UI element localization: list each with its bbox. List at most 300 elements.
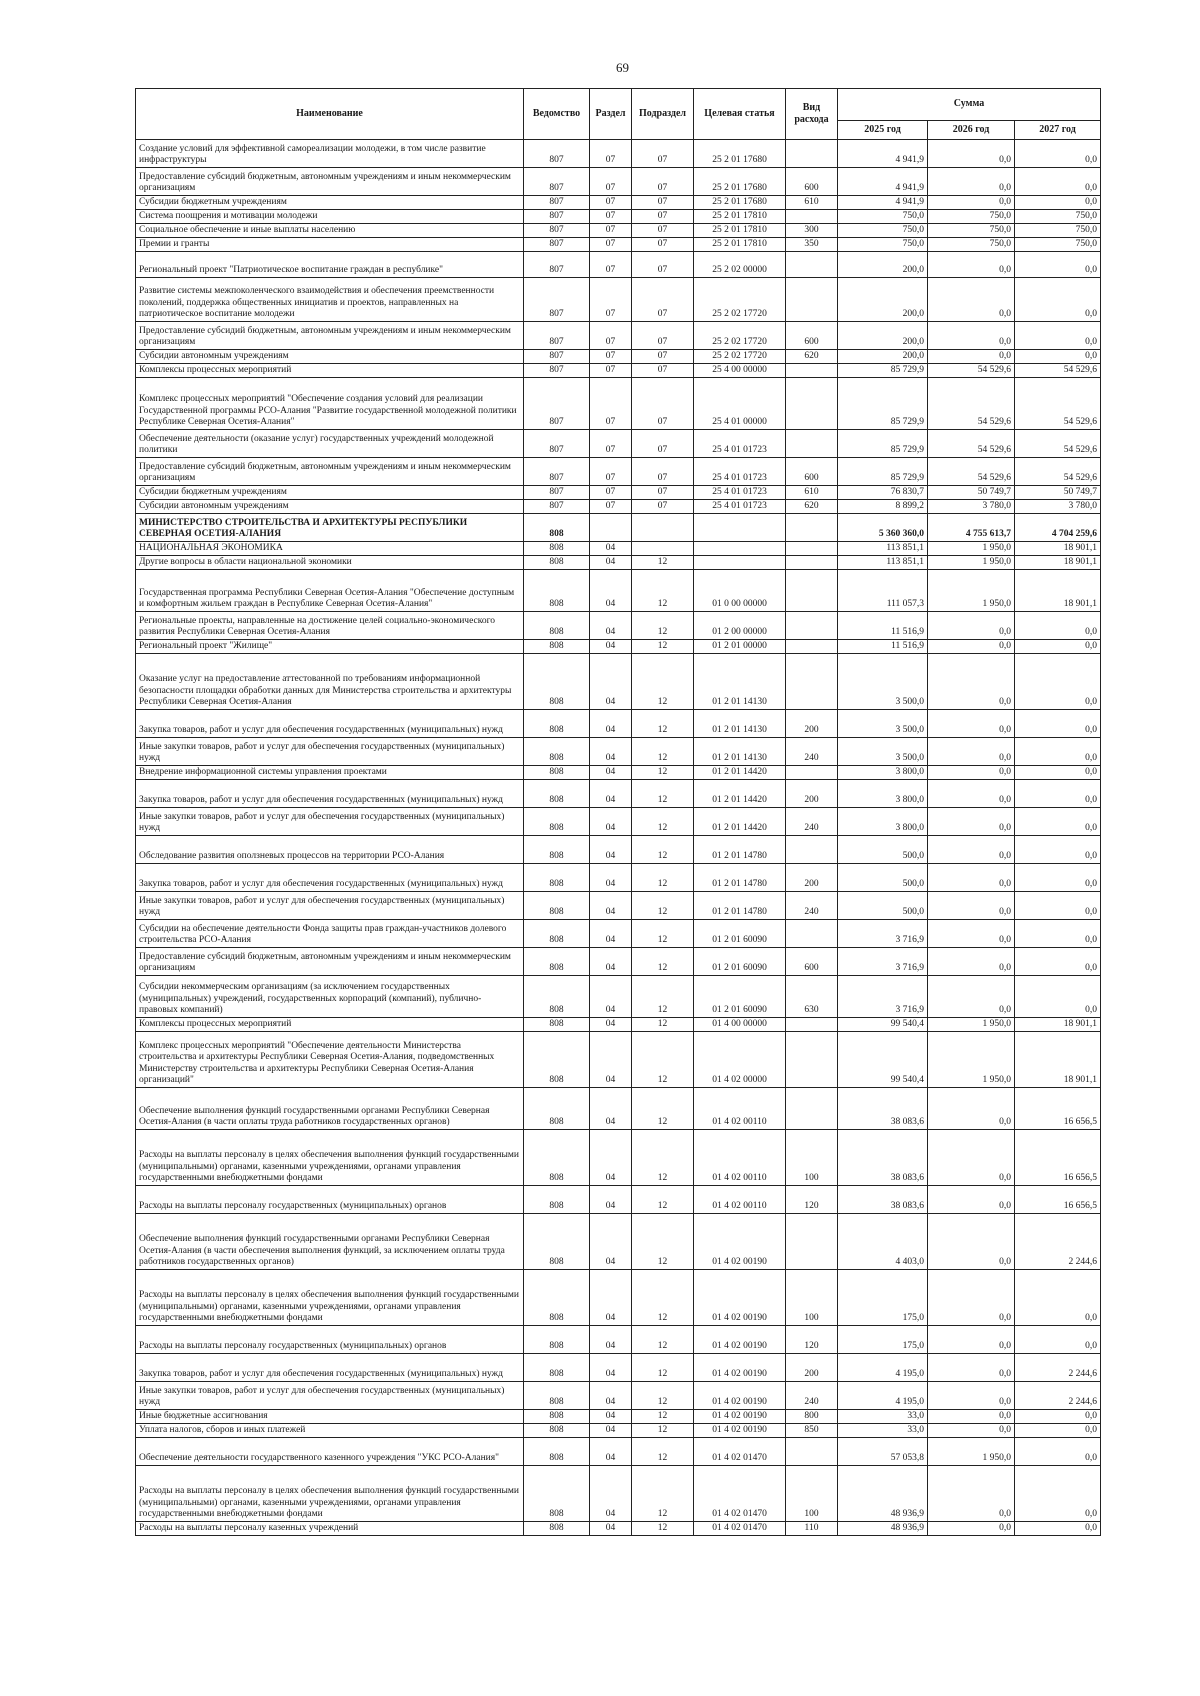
cell-v1: 3 716,9 [838,948,928,976]
cell-name: МИНИСТЕРСТВО СТРОИТЕЛЬСТВА И АРХИТЕКТУРЫ РЕСПУБЛИКИ СЕВЕРНАЯ ОСЕТИЯ-АЛАНИЯ [136,514,524,542]
cell-target [694,556,786,570]
table-row [136,350,1101,364]
cell-dept: 808 [524,1214,590,1270]
cell-v3: 18 901,1 [1015,570,1101,612]
table-row [136,1214,1101,1270]
cell-dept: 808 [524,864,590,892]
cell-v1: 200,0 [838,350,928,364]
cell-dept: 808 [524,976,590,1018]
cell-dept: 808 [524,738,590,766]
cell-v1: 3 500,0 [838,738,928,766]
cell-name: Комплексы процессных мероприятий [136,1018,524,1032]
cell-sec: 04 [590,542,632,556]
table-row [136,1410,1101,1424]
cell-sec: 04 [590,1018,632,1032]
cell-sec: 04 [590,948,632,976]
cell-v2: 0,0 [928,710,1015,738]
cell-name: Закупка товаров, работ и услуг для обеспечения государственных (муниципальных) нужд [136,1354,524,1382]
cell-sub: 12 [632,836,694,864]
cell-dept: 807 [524,430,590,458]
cell-v2: 54 529,6 [928,430,1015,458]
cell-sub: 12 [632,1438,694,1466]
cell-v1: 200,0 [838,252,928,278]
cell-name: Региональный проект "Жилище" [136,640,524,654]
cell-v1: 750,0 [838,210,928,224]
table-row [136,766,1101,780]
cell-sec: 04 [590,892,632,920]
cell-sub: 12 [632,1326,694,1354]
cell-sec: 07 [590,196,632,210]
cell-vr: 120 [786,1326,838,1354]
cell-sub: 12 [632,766,694,780]
cell-sub: 07 [632,322,694,350]
cell-sub: 07 [632,140,694,168]
cell-v2: 0,0 [928,1326,1015,1354]
cell-vr: 620 [786,350,838,364]
cell-sec: 04 [590,654,632,710]
cell-sub: 12 [632,948,694,976]
table-row [136,364,1101,378]
cell-v3: 0,0 [1015,1326,1101,1354]
table-row [136,654,1101,710]
cell-dept: 807 [524,168,590,196]
cell-vr [786,570,838,612]
header-section: Раздел [590,89,632,140]
cell-v1: 3 716,9 [838,920,928,948]
cell-v2: 0,0 [928,1410,1015,1424]
table-row [136,1326,1101,1354]
cell-v1: 4 195,0 [838,1382,928,1410]
cell-sub: 07 [632,364,694,378]
cell-vr: 300 [786,224,838,238]
cell-v2: 0,0 [928,350,1015,364]
cell-sec [590,514,632,542]
cell-v3: 0,0 [1015,140,1101,168]
cell-sub: 12 [632,1424,694,1438]
cell-v1: 113 851,1 [838,542,928,556]
table-row [136,430,1101,458]
cell-target: 25 4 01 00000 [694,378,786,430]
cell-name: Создание условий для эффективной самореализации молодежи, в том числе развитие инфраструктуры [136,140,524,168]
cell-target: 01 4 02 00110 [694,1186,786,1214]
cell-vr [786,556,838,570]
cell-vr: 200 [786,710,838,738]
table-row [136,1018,1101,1032]
cell-v1: 3 716,9 [838,976,928,1018]
cell-v2: 1 950,0 [928,556,1015,570]
cell-target: 25 2 02 17720 [694,322,786,350]
table-row [136,378,1101,430]
cell-v3: 0,0 [1015,1466,1101,1522]
cell-v1: 4 941,9 [838,196,928,210]
cell-v1: 200,0 [838,278,928,322]
cell-vr [786,210,838,224]
cell-target: 01 4 02 00190 [694,1354,786,1382]
cell-v2: 0,0 [928,1130,1015,1186]
cell-sub: 12 [632,1270,694,1326]
cell-sub: 12 [632,738,694,766]
cell-v2: 0,0 [928,1088,1015,1130]
table-row [136,710,1101,738]
cell-name: Закупка товаров, работ и услуг для обеспечения государственных (муниципальных) нужд [136,864,524,892]
cell-sub: 07 [632,430,694,458]
cell-v1: 48 936,9 [838,1522,928,1536]
cell-sub: 12 [632,1186,694,1214]
header-subsection: Подраздел [632,89,694,140]
cell-target [694,542,786,556]
cell-sub: 12 [632,1382,694,1410]
cell-vr: 630 [786,976,838,1018]
cell-name: Обследование развития оползневых процессов на территории РСО-Алания [136,836,524,864]
cell-v3: 18 901,1 [1015,1018,1101,1032]
cell-v1: 99 540,4 [838,1032,928,1088]
cell-sec: 04 [590,1466,632,1522]
cell-sub: 07 [632,224,694,238]
cell-vr [786,1088,838,1130]
cell-vr [786,1438,838,1466]
cell-name: Субсидии автономным учреждениям [136,350,524,364]
cell-v3: 0,0 [1015,640,1101,654]
table-row [136,252,1101,278]
cell-v1: 85 729,9 [838,364,928,378]
cell-v2: 0,0 [928,252,1015,278]
cell-dept: 807 [524,210,590,224]
cell-name: Субсидии на обеспечение деятельности Фонда защиты прав граждан-участников долевого строительства РСО-Алания [136,920,524,948]
cell-name: Развитие системы межпоколенческого взаимодействия и обеспечения преемственности поколений, поддержка общественных инициатив и проектов, направленных на патриотическое воспитание молодежи [136,278,524,322]
cell-dept: 807 [524,252,590,278]
cell-name: Расходы на выплаты персоналу в целях обеспечения выполнения функций государственными (муниципальными) органами, казенными учреждениями, органами управления государственными внебюджетными фондами [136,1270,524,1326]
cell-v3: 54 529,6 [1015,364,1101,378]
cell-v2: 750,0 [928,210,1015,224]
cell-vr [786,140,838,168]
cell-dept: 808 [524,542,590,556]
cell-v2: 750,0 [928,224,1015,238]
cell-v3: 54 529,6 [1015,378,1101,430]
table-row [136,210,1101,224]
cell-sec: 04 [590,556,632,570]
cell-name: Региональный проект "Патриотическое воспитание граждан в республике" [136,252,524,278]
cell-target: 01 4 02 00110 [694,1130,786,1186]
cell-dept: 808 [524,1130,590,1186]
cell-v2: 0,0 [928,1214,1015,1270]
cell-v3: 0,0 [1015,976,1101,1018]
cell-target: 01 2 01 00000 [694,640,786,654]
cell-vr: 600 [786,458,838,486]
cell-sec: 07 [590,322,632,350]
cell-sub: 07 [632,238,694,252]
table-row [136,864,1101,892]
table-row [136,1354,1101,1382]
cell-v1: 4 941,9 [838,140,928,168]
cell-sub: 12 [632,1018,694,1032]
table-row [136,1424,1101,1438]
cell-sub: 07 [632,196,694,210]
table-row [136,486,1101,500]
cell-target: 01 4 02 00000 [694,1032,786,1088]
cell-sub: 12 [632,710,694,738]
table-body [136,140,1101,1536]
cell-sec: 04 [590,570,632,612]
cell-v3: 0,0 [1015,948,1101,976]
cell-v2: 0,0 [928,1466,1015,1522]
cell-name: Обеспечение деятельности (оказание услуг) государственных учреждений молодежной политики [136,430,524,458]
cell-dept: 807 [524,140,590,168]
cell-vr: 620 [786,500,838,514]
cell-v2: 0,0 [928,948,1015,976]
cell-dept: 808 [524,1522,590,1536]
cell-vr [786,612,838,640]
cell-sub: 07 [632,458,694,486]
cell-name: Региональные проекты, направленные на достижение целей социально-экономического развития Республики Северная Осетия-Алания [136,612,524,640]
cell-dept: 808 [524,640,590,654]
table-row [136,780,1101,808]
cell-v2: 54 529,6 [928,458,1015,486]
cell-dept: 807 [524,322,590,350]
cell-sec: 04 [590,1438,632,1466]
cell-v3: 0,0 [1015,350,1101,364]
cell-v2: 1 950,0 [928,570,1015,612]
cell-vr [786,1214,838,1270]
cell-vr: 200 [786,780,838,808]
cell-v2: 1 950,0 [928,1032,1015,1088]
cell-v2: 1 950,0 [928,1438,1015,1466]
cell-sub: 12 [632,920,694,948]
cell-v1: 76 830,7 [838,486,928,500]
cell-v1: 750,0 [838,224,928,238]
cell-target: 25 4 01 01723 [694,500,786,514]
table-row [136,458,1101,486]
cell-name: Расходы на выплаты персоналу государственных (муниципальных) органов [136,1186,524,1214]
cell-v3: 0,0 [1015,864,1101,892]
cell-target: 01 2 00 00000 [694,612,786,640]
header-target: Целевая статья [694,89,786,140]
cell-dept: 808 [524,1424,590,1438]
cell-v2: 54 529,6 [928,364,1015,378]
cell-name: Комплекс процессных мероприятий "Обеспечение создания условий для реализации Государственной программы РСО-Алания "Развитие государственной молодежной политики Республике Северная Осетия-Алания" [136,378,524,430]
cell-name: Социальное обеспечение и иные выплаты населению [136,224,524,238]
cell-v1: 175,0 [838,1270,928,1326]
cell-dept: 808 [524,948,590,976]
cell-dept: 808 [524,766,590,780]
table-row [136,140,1101,168]
header-sum: Сумма [838,89,1101,121]
cell-v1: 750,0 [838,238,928,252]
cell-v3: 2 244,6 [1015,1382,1101,1410]
cell-sub: 12 [632,1466,694,1522]
cell-v2: 1 950,0 [928,542,1015,556]
cell-name: НАЦИОНАЛЬНАЯ ЭКОНОМИКА [136,542,524,556]
cell-vr: 240 [786,738,838,766]
cell-dept: 808 [524,514,590,542]
cell-v1: 500,0 [838,892,928,920]
table-row [136,322,1101,350]
table-row [136,570,1101,612]
cell-target: 25 2 02 00000 [694,252,786,278]
cell-dept: 808 [524,780,590,808]
table-row [136,168,1101,196]
table-row [136,808,1101,836]
header-expense-type: Вид расхода [786,89,838,140]
cell-dept: 808 [524,1270,590,1326]
cell-target: 01 4 02 01470 [694,1466,786,1522]
cell-vr: 100 [786,1466,838,1522]
cell-sec: 07 [590,500,632,514]
cell-v2: 0,0 [928,976,1015,1018]
table-row [136,1270,1101,1326]
cell-v3: 0,0 [1015,780,1101,808]
cell-v1: 3 500,0 [838,710,928,738]
cell-v1: 113 851,1 [838,556,928,570]
cell-sub: 12 [632,808,694,836]
cell-v3: 0,0 [1015,168,1101,196]
cell-v3: 2 244,6 [1015,1214,1101,1270]
cell-v1: 33,0 [838,1424,928,1438]
cell-v1: 11 516,9 [838,640,928,654]
cell-sec: 04 [590,1354,632,1382]
cell-sec: 07 [590,252,632,278]
cell-v2: 0,0 [928,780,1015,808]
cell-sub: 12 [632,892,694,920]
cell-target: 01 2 01 14780 [694,864,786,892]
cell-v1: 111 057,3 [838,570,928,612]
table-row [136,224,1101,238]
cell-vr: 600 [786,948,838,976]
cell-v1: 85 729,9 [838,458,928,486]
cell-v1: 11 516,9 [838,612,928,640]
cell-dept: 808 [524,570,590,612]
cell-sec: 04 [590,1424,632,1438]
cell-sec: 07 [590,486,632,500]
cell-target: 25 2 01 17810 [694,238,786,252]
cell-dept: 808 [524,612,590,640]
cell-sec: 07 [590,378,632,430]
cell-name: Предоставление субсидий бюджетным, автономным учреждениям и иным некоммерческим организациям [136,168,524,196]
cell-v3: 0,0 [1015,1410,1101,1424]
cell-sec: 04 [590,710,632,738]
cell-sec: 04 [590,976,632,1018]
cell-v2: 0,0 [928,1354,1015,1382]
cell-v2: 0,0 [928,1382,1015,1410]
cell-sec: 07 [590,430,632,458]
cell-sec: 04 [590,1326,632,1354]
cell-sub: 12 [632,612,694,640]
table-row [136,892,1101,920]
cell-dept: 807 [524,458,590,486]
cell-vr: 110 [786,1522,838,1536]
cell-name: Уплата налогов, сборов и иных платежей [136,1424,524,1438]
cell-v1: 38 083,6 [838,1186,928,1214]
cell-v2: 0,0 [928,278,1015,322]
cell-dept: 808 [524,808,590,836]
cell-v3: 0,0 [1015,196,1101,210]
cell-dept: 807 [524,364,590,378]
cell-sub: 12 [632,1214,694,1270]
cell-name: Иные закупки товаров, работ и услуг для обеспечения государственных (муниципальных) нужд [136,738,524,766]
table-row [136,976,1101,1018]
cell-v1: 200,0 [838,322,928,350]
cell-vr [786,252,838,278]
cell-vr: 240 [786,1382,838,1410]
cell-sec: 07 [590,458,632,486]
cell-v2: 0,0 [928,766,1015,780]
cell-name: Система поощрения и мотивации молодежи [136,210,524,224]
cell-v1: 99 540,4 [838,1018,928,1032]
cell-target: 25 2 01 17680 [694,140,786,168]
table-row [136,738,1101,766]
cell-v3: 750,0 [1015,224,1101,238]
cell-vr [786,1032,838,1088]
cell-name: Расходы на выплаты персоналу в целях обеспечения выполнения функций государственными (муниципальными) органами, казенными учреждениями, органами управления государственными внебюджетными фондами [136,1130,524,1186]
cell-target: 01 2 01 14130 [694,738,786,766]
table-row [136,1130,1101,1186]
cell-target: 01 2 01 14420 [694,780,786,808]
header-dept: Ведомство [524,89,590,140]
cell-v1: 3 800,0 [838,766,928,780]
cell-vr: 100 [786,1130,838,1186]
cell-sub: 07 [632,486,694,500]
cell-v1: 85 729,9 [838,430,928,458]
cell-vr [786,278,838,322]
cell-v1: 4 195,0 [838,1354,928,1382]
cell-sub: 07 [632,168,694,196]
cell-vr: 600 [786,168,838,196]
cell-v2: 0,0 [928,140,1015,168]
cell-sub: 07 [632,278,694,322]
cell-v3: 0,0 [1015,836,1101,864]
cell-target: 01 4 02 00190 [694,1214,786,1270]
header-2026: 2026 год [928,121,1015,140]
cell-name: Предоставление субсидий бюджетным, автономным учреждениям и иным некоммерческим организациям [136,322,524,350]
cell-v2: 0,0 [928,1270,1015,1326]
cell-sec: 04 [590,640,632,654]
cell-v2: 0,0 [928,864,1015,892]
cell-target: 01 2 01 14780 [694,892,786,920]
cell-name: Предоставление субсидий бюджетным, автономным учреждениям и иным некоммерческим организациям [136,948,524,976]
cell-sub: 12 [632,1088,694,1130]
cell-vr: 610 [786,196,838,210]
cell-v1: 500,0 [838,836,928,864]
table-row [136,920,1101,948]
cell-vr: 240 [786,808,838,836]
table-row [136,514,1101,542]
cell-target: 01 0 00 00000 [694,570,786,612]
cell-target: 01 4 02 00190 [694,1424,786,1438]
cell-sub: 12 [632,780,694,808]
cell-target: 25 2 01 17680 [694,168,786,196]
cell-v1: 8 899,2 [838,500,928,514]
cell-v3: 0,0 [1015,1270,1101,1326]
cell-v3: 18 901,1 [1015,542,1101,556]
cell-name: Государственная программа Республики Северная Осетия-Алания "Обеспечение доступным и комфортным жильем граждан в Республике Северная Осетия-Алания" [136,570,524,612]
cell-v3: 0,0 [1015,252,1101,278]
table-row [136,640,1101,654]
cell-dept: 808 [524,920,590,948]
cell-sub: 12 [632,864,694,892]
cell-sub: 07 [632,350,694,364]
cell-dept: 808 [524,1354,590,1382]
cell-name: Закупка товаров, работ и услуг для обеспечения государственных (муниципальных) нужд [136,780,524,808]
cell-v3: 750,0 [1015,238,1101,252]
cell-sub: 12 [632,1130,694,1186]
cell-v3: 54 529,6 [1015,458,1101,486]
cell-target: 01 4 02 01470 [694,1522,786,1536]
cell-sec: 04 [590,1130,632,1186]
cell-v3: 50 749,7 [1015,486,1101,500]
cell-sec: 07 [590,140,632,168]
cell-sec: 04 [590,920,632,948]
cell-v1: 48 936,9 [838,1466,928,1522]
cell-target: 01 4 02 00190 [694,1270,786,1326]
